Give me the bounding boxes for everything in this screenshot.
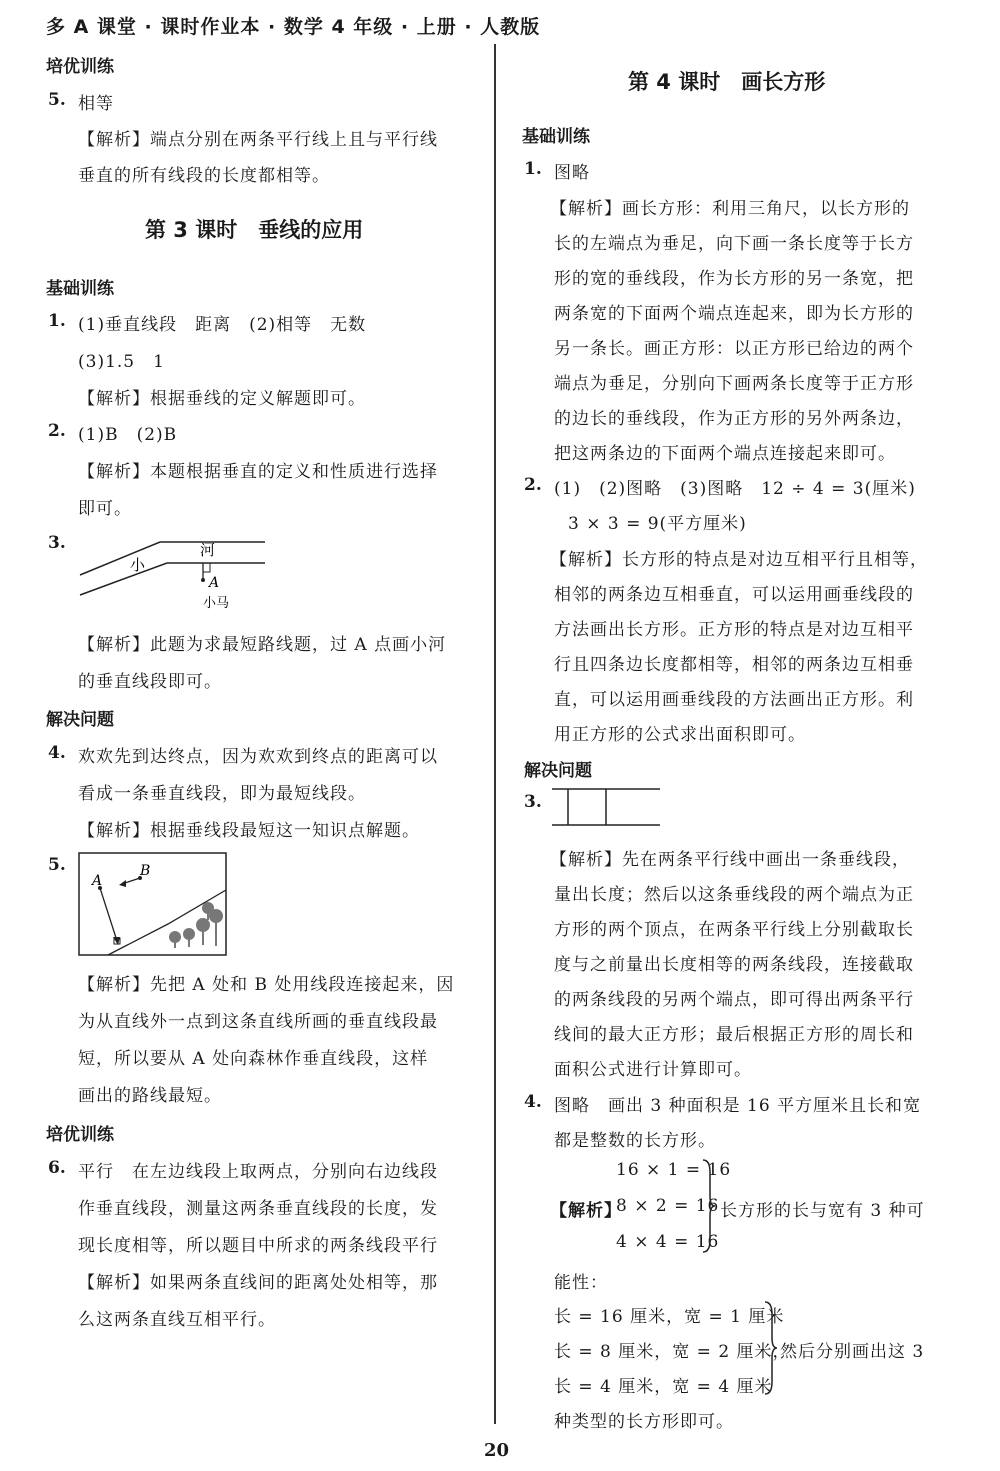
l-q5b-number: 5. [48,855,66,875]
l-q6-line-2: 作垂直线段，测量这两条垂直线段的长度，发 [78,1199,438,1219]
l-q3-number: 3. [48,533,66,553]
q5-explanation-1: 【解析】端点分别在两条平行线上且与平行线 [78,130,438,150]
r-q1-exp-7: 的边长的垂线段，作为正方形的另外两条边， [554,409,914,429]
lesson3-title: 第 3 课时 垂线的应用 [145,218,364,242]
r-q1-exp-6: 端点为垂足，分别向下画两条长度等于正方形 [554,374,914,394]
r-q4-case-2: 长 = 8 厘米，宽 = 2 厘米， [554,1342,791,1362]
l-q6-explanation-2: 么这两条直线互相平行。 [78,1310,276,1330]
l-q1-line-2: (3)1.5 1 [78,352,165,372]
r-q3-exp-5: 的两条线段的另两个端点，即可得出两条平行 [554,990,914,1010]
r-q4-case-3: 长 = 4 厘米，宽 = 4 厘米 [554,1377,773,1397]
r-q1-exp-2: 长的左端点为垂足，向下画一条长度等于长方 [554,234,914,254]
r-q2-line-2: 3 × 3 = 9(平方厘米) [568,514,747,534]
section-jiejue-left: 解决问题 [46,710,114,730]
q5-explanation-2: 垂直的所有线段的长度都相等。 [78,166,330,186]
page-number: 20 [484,1440,510,1461]
l-q2-explanation-1: 【解析】本题根据垂直的定义和性质进行选择 [78,462,438,482]
r-q3-number: 3. [524,792,542,812]
section-jichu-left: 基础训练 [46,279,114,299]
r-q4-equation-1: 16 × 1 = 16 [616,1160,732,1180]
q5-answer: 相等 [78,94,114,114]
r-q3-exp-3: 方形的两个顶点，在两条平行线上分别截取长 [554,920,914,940]
r-q4-line-4: 种类型的长方形即可。 [554,1412,734,1432]
l-q4-line-2: 看成一条垂直线段，即为最短线段。 [78,784,366,804]
l-q3-explanation-1: 【解析】此题为求最短路线题，过 A 点画小河 [78,635,447,655]
r-q1-exp-8: 把这两条边的下面两个端点连接起来即可。 [554,444,896,464]
r-q4-side-text: 长方形的长与宽有 3 种可 [720,1201,925,1221]
l-q2-line-1: (1)B (2)B [78,425,178,445]
r-q1-exp-4: 两条宽的下面两个端点连起来，即为长方形的 [554,304,914,324]
r-q1-exp-3: 形的宽的垂线段，作为长方形的另一条宽，把 [554,269,914,289]
l-q5b-explanation-3: 短，所以要从 A 处向森林作垂直线段，这样 [78,1049,429,1069]
r-q2-exp-4: 行且四条边长度都相等，相邻的两条边互相垂 [554,655,914,675]
r-q2-exp-1: 【解析】长方形的特点是对边互相平行且相等， [550,550,928,570]
l-q6-explanation-1: 【解析】如果两条直线间的距离处处相等，那 [78,1273,438,1293]
r-q3-exp-7: 面积公式进行计算即可。 [554,1060,752,1080]
river-figure [75,525,275,615]
r-q3-exp-6: 线间的最大正方形；最后根据正方形的周长和 [554,1025,914,1045]
fig-label-horse: 小马 [203,596,230,611]
l-q4-number: 4. [48,743,66,763]
square-figure [552,785,662,830]
r-q2-line-1: (1) (2)图略 (3)图略 12 ÷ 4 = 3(厘米) [554,479,916,499]
r-q4-number: 4. [524,1092,542,1112]
r-q2-exp-3: 方法画出长方形。正方形的特点是对边互相平 [554,620,914,640]
fig-label-small: 小 [130,556,146,574]
r-q1-exp-1: 【解析】画长方形：利用三角尺，以长方形的 [550,199,910,219]
section-peiyou-1: 培优训练 [46,57,114,77]
r-q4-tag: 【解析】 [550,1201,622,1221]
r-q1-answer: 图略 [554,163,590,183]
r-q3-exp-1: 【解析】先在两条平行线中画出一条垂线段， [550,850,910,870]
column-divider [494,44,496,1424]
l-q6-number: 6. [48,1158,66,1178]
r-q4-line-1: 图略 画出 3 种面积是 16 平方厘米且长和宽 [554,1096,922,1116]
brace-1 [700,1158,716,1254]
fig-label-a2: A [92,873,103,889]
l-q3-explanation-2: 的垂直线段即可。 [78,672,222,692]
l-q5b-explanation-4: 画出的路线最短。 [78,1086,222,1106]
l-q1-line-1: (1)垂直线段 距离 (2)相等 无数 [78,315,367,335]
l-q1-explanation: 【解析】根据垂线的定义解题即可。 [78,389,366,409]
r-q4-equation-3: 4 × 4 = 16 [616,1232,720,1252]
l-q2-explanation-2: 即可。 [78,499,132,519]
r-q3-exp-4: 度与之前量出长度相等的两条线段，连接截取 [554,955,914,975]
r-q4-equation-2: 8 × 2 = 16 [616,1196,720,1216]
l-q4-explanation: 【解析】根据垂线段最短这一知识点解题。 [78,821,420,841]
r-q1-number: 1. [524,159,542,179]
r-q2-exp-5: 直，可以运用画垂线段的方法画出正方形。利 [554,690,914,710]
r-q4-case-1: 长 = 16 厘米，宽 = 1 厘米 [554,1307,785,1327]
r-q4-side-text-2: 然后分别画出这 3 [780,1342,925,1362]
l-q6-line-3: 现长度相等，所以题目中所求的两条线段平行 [78,1236,438,1256]
fig-label-b: B [140,863,151,879]
r-q4-line-2: 都是整数的长方形。 [554,1131,716,1151]
forest-figure [78,852,228,957]
l-q5b-explanation-1: 【解析】先把 A 处和 B 处用线段连接起来，因 [78,975,455,995]
q5-number: 5. [48,90,66,110]
fig-label-a: A [209,575,220,591]
l-q6-line-1: 平行 在左边线段上取两点，分别向右边线段 [78,1162,438,1182]
r-q2-exp-6: 用正方形的公式求出面积即可。 [554,725,806,745]
r-q2-exp-2: 相邻的两条边互相垂直，可以运用画垂线段的 [554,585,914,605]
l-q5b-explanation-2: 为从直线外一点到这条直线所画的垂直线段最 [78,1012,438,1032]
fig-label-river: 河 [200,541,216,559]
r-q1-exp-5: 另一条长。画正方形：以正方形已给边的两个 [554,339,914,359]
r-q3-exp-2: 量出长度；然后以这条垂线段的两个端点为正 [554,885,914,905]
page-header: 多 A 课堂 · 课时作业本 · 数学 4 年级 · 上册 · 人教版 [46,16,541,38]
lesson4-title: 第 4 课时 画长方形 [628,70,826,94]
l-q1-number: 1. [48,311,66,331]
r-q2-number: 2. [524,475,542,495]
l-q2-number: 2. [48,421,66,441]
brace-2 [762,1300,778,1396]
section-jiejue-right: 解决问题 [524,761,592,781]
section-jichu-right: 基础训练 [522,127,590,147]
r-q4-line-3: 能性： [554,1273,608,1293]
section-peiyou-2: 培优训练 [46,1125,114,1145]
l-q4-line-1: 欢欢先到达终点，因为欢欢到终点的距离可以 [78,747,438,767]
